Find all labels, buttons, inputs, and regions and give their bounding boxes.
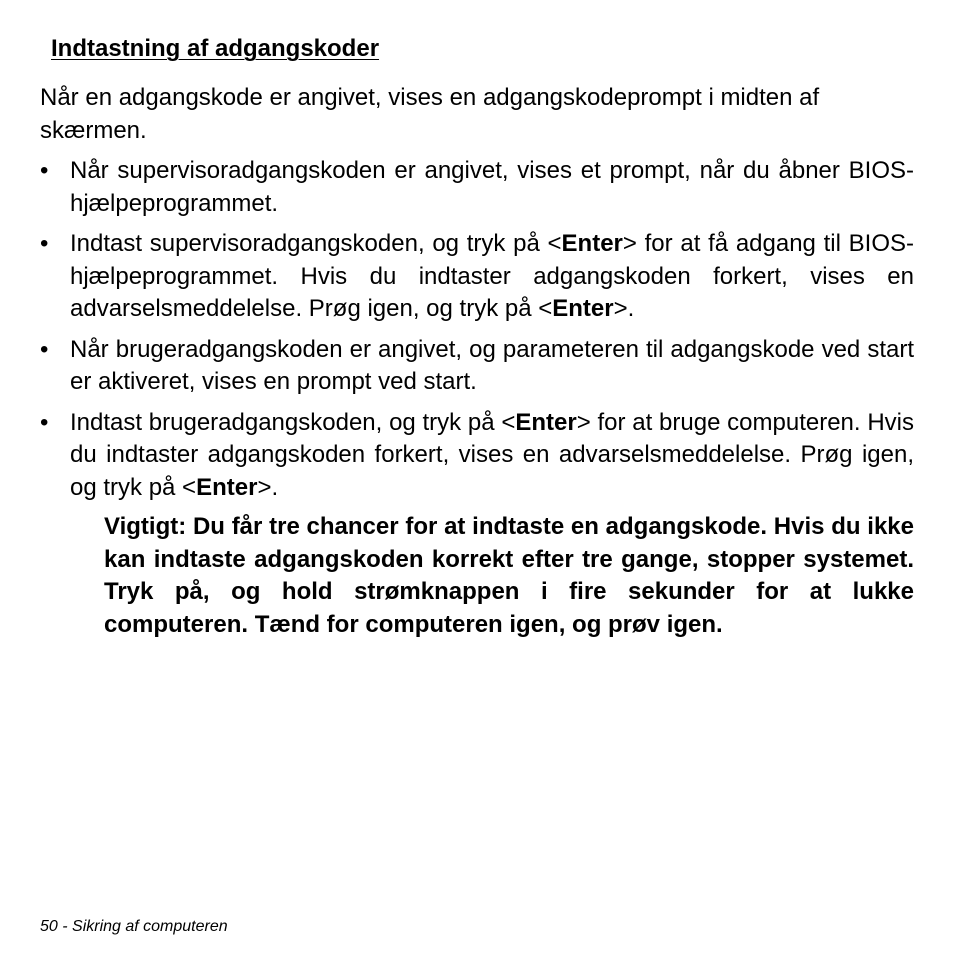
- list-item-text: Indtast brugeradgangskoden, og tryk på <: [70, 408, 516, 436]
- list-item-text: Når brugeradgangskoden er angivet, og parameteren til adgangskode ved start er aktiveret, vises en prompt ved start.: [70, 335, 914, 395]
- list-item-text: > for at bruge computeren. Hvis du indtaster adgangskoden forkert, vises en advarselsmeddelelse. Prøg igen, og tryk på <: [70, 408, 914, 501]
- key-label: Enter: [552, 295, 614, 322]
- key-label: Enter: [515, 408, 577, 436]
- list-item: [40, 228, 914, 326]
- list-item-text: > for at få adgang til BIOS-hjælpeprogrammet. Hvis du indtaster adgangskoden forkert, vises en advarselsmeddelelse. Prøg igen, og tryk på <: [70, 230, 915, 322]
- bullet-icon: •: [40, 157, 49, 184]
- page-footer: 50 - Sikring af computeren: [40, 918, 228, 935]
- list-item-text: >.: [257, 473, 279, 501]
- key-label: Enter: [196, 473, 258, 501]
- important-note: Vigtigt: Du får tre chancer for at indtaste en adgangskode. Hvis du ikke kan indtaste adgangskoden korrekt efter tre gange, stopper systemet. Tryk på, og hold strømknappen i fire sekunder for at lukke computeren. Tænd for computeren igen, og prøv igen.: [104, 513, 914, 638]
- list-item: [40, 334, 914, 399]
- list-item-text: Indtast supervisoradgangskoden, og tryk på <: [70, 230, 562, 257]
- bullet-icon: •: [40, 408, 49, 436]
- list-item: [40, 155, 914, 220]
- key-label: Enter: [561, 230, 623, 257]
- bullet-icon: •: [40, 335, 49, 363]
- intro-paragraph: Når en adgangskode er angivet, vises en adgangskodeprompt i midten af skærmen.: [40, 84, 820, 144]
- list-item-text: >.: [613, 295, 635, 322]
- section-heading: Indtastning af adgangskoder: [51, 35, 380, 62]
- bullet-list: [40, 155, 914, 512]
- list-item: [40, 407, 914, 505]
- list-item-text: Når supervisoradgangskoden er angivet, vises et prompt, når du åbner BIOS-hjælpeprogrammet.: [70, 157, 914, 217]
- bullet-icon: •: [40, 230, 49, 257]
